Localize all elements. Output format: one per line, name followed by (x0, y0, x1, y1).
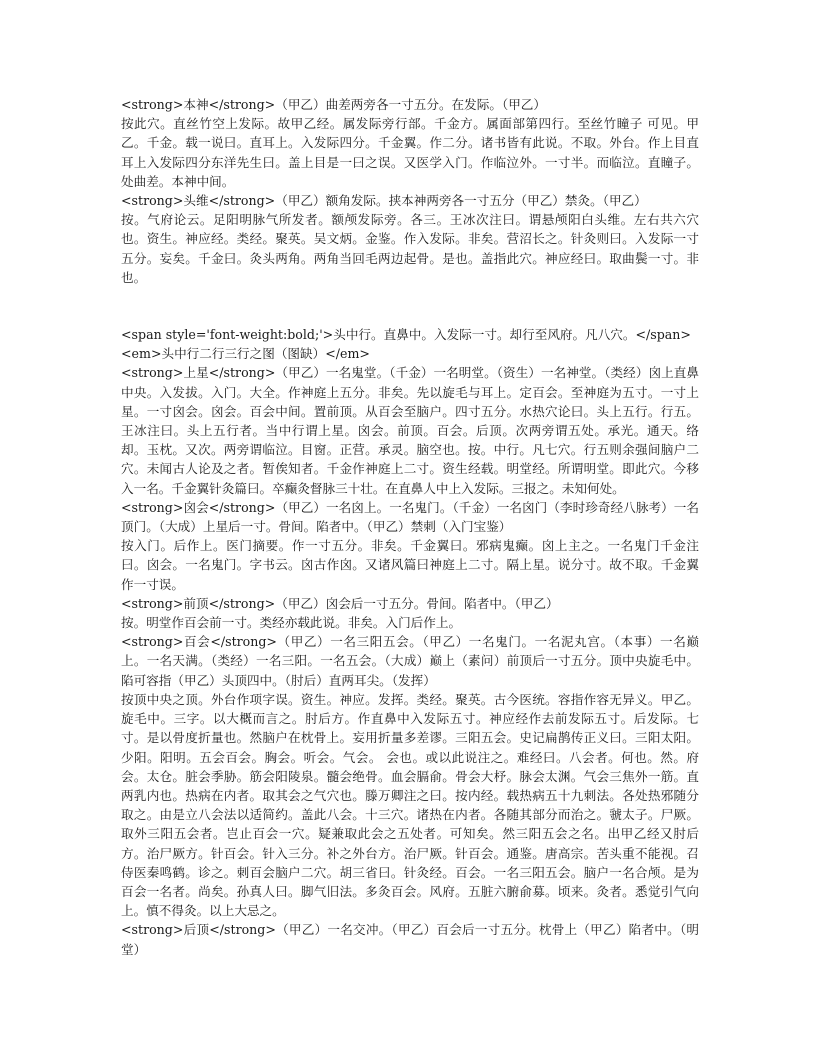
document-page (121, 95, 699, 959)
baihui-heading: <strong>百会</strong>（甲乙）一名三阳五会。（甲乙）一名鬼门。一名泥丸宫。（本事）一名巅上。一名天满。（类经）一名三阳。一名五会。（大成）巅上（素问）前顶后一寸五分。顶中央旋毛中。陷可容指（甲乙）头顶四中。（肘后）直两耳尖。（发挥） (121, 634, 699, 688)
benshen-commentary: 按此穴。直丝竹空上发际。故甲乙经。属发际旁行部。千金方。属面部第四行。至丝竹瞳子 可见。甲乙。千金。载一说曰。直耳上。入发际四分。千金翼。作二分。诸书皆有此说。不取。外台。作上目直耳上入发际四分东洋先生曰。盖上目是一曰之误。又医学入门。作临泣外。一寸半。而临泣。直瞳子。处曲差。本神中间。 (121, 116, 699, 189)
qianding-commentary: 按。明堂作百会前一寸。类经亦载此说。非矣。入门后作上。 (121, 615, 462, 631)
baihui-commentary: 按顶中央之顶。外台作项字误。资生。神应。发挥。类经。聚英。古今医统。容指作容无异义。甲乙。旋毛中。三字。以大概而言之。肘后方。作直鼻中入发际五寸。神应经作去前发际五寸。后发际。七寸。是以骨度折量也。然脑户在枕骨上。妄用折量多差谬。三阳五会。史记扁鹊传正义曰。三阳太阳。少阳。阳明。五会百会。胸会。听会。气会。 会也。或以此说注之。难经曰。八会者。何也。然。府会。太仓。脏会季胁。筋会阳陵泉。髓会绝骨。血会膈俞。骨会大杼。脉会太渊。气会三焦外一筋。直两乳内也。热病在内者。取其会之气穴也。滕万卿注之曰。按内经。载热病五十九刺法。各处热邪随分取之。由是立八会法以适简约。盖此八会。十三穴。诸热在内者。各随其部分而治之。虢太子。尸厥。取外三阳五会者。岂止百会一穴。疑兼取此会之五处者。可知矣。然三阳五会之名。出甲乙经又肘后方。治尸厥方。针百会。针入三分。补之外台方。治尸厥。针百会。通鉴。唐高宗。苦头重不能视。召侍医秦鸣鹤。诊之。刺百会脑户二穴。胡三省曰。针灸经。百会。一名三阳五会。脑户一名合颅。是为百会一名者。尚矣。孙真人曰。脚气旧法。多灸百会。风府。五脏六腑俞募。顷来。灸者。悉觉引气向上。慎不得灸。以上大忌之。 (121, 691, 699, 919)
houding-heading: <strong>后顶</strong>（甲乙）一名交冲。（甲乙）百会后一寸五分。枕骨上（甲乙）陷者中。（明堂） (121, 922, 699, 957)
touwei-commentary: 按。气府论云。足阳明脉气所发者。额颅发际旁。各三。王冰次注曰。谓悬颅阳白头维。左右共六穴也。资生。神应经。类经。聚英。吴文炳。金鉴。作入发际。非矣。营沼长之。针灸则曰。入发际一寸五分。妄矣。千金曰。灸头两角。两角当回毛两边起骨。是也。盖指此穴。神应经曰。取曲鬓一寸。非也。 (121, 212, 699, 285)
touwei-heading: <strong>头维</strong>（甲乙）额角发际。挟本神两旁各一寸五分（甲乙）禁灸。（甲乙） (121, 193, 647, 209)
qianding-heading: <strong>前顶</strong>（甲乙）囟会后一寸五分。骨间。陷者中。（甲乙） (121, 595, 559, 611)
xinhui-heading: <strong>囟会</strong>（甲乙）一名囟上。一名鬼门。（千金）一名囟门（李时珍奇经八脉考）一名顶门。（大成）上星后一寸。骨间。陷者中。（甲乙）禁刺（入门宝鉴） (121, 499, 699, 535)
head-middle-line-heading: <span style='font-weight:bold;'>头中行。直鼻中。入发际一寸。却行至风府。凡八穴。</span> (121, 327, 691, 343)
section-spacer (121, 287, 699, 325)
shangxing-entry: <strong>上星</strong>（甲乙）一名鬼堂。（千金）一名明堂。（资生）一名神堂。（类经）囟上直鼻中央。入发拔。入门。大全。作神庭上五分。非矣。先以旋毛与耳上。定百会。至神庭为五寸。一寸上星。一寸囟会。囟会。百会中间。置前顶。从百会至脑户。四寸五分。水热穴论曰。头上五行。行五。王冰注曰。头上五行者。当中行谓上星。囟会。前顶。百会。后顶。次两旁谓五处。承光。通天。络却。玉枕。又次。两旁谓临泣。目窗。正营。承灵。脑空也。按。中行。凡七穴。行五则余强间脑户二穴。未闻古人论及之者。暂俟知者。千金作神庭上二寸。资生经载。明堂经。所谓明堂。即此穴。今移入一名。千金翼针灸篇曰。卒癫灸督脉三十壮。在直鼻人中上入发际。三报之。未知何处。 (121, 365, 699, 496)
benshen-heading: <strong>本神</strong>（甲乙）曲差两旁各一寸五分。在发际。（甲乙） (121, 97, 546, 112)
xinhui-commentary: 按入门。后作上。医门摘要。作一寸五分。非矣。千金翼曰。邪病鬼癫。囟上主之。一名鬼门千金注曰。囟会。一名鬼门。字书云。囟古作囟。又诸风篇曰神庭上二寸。隔上星。说分寸。故不取。千金翼作一寸误。 (121, 538, 699, 592)
figure-caption: <em>头中行二行三行之图（图缺）</em> (121, 346, 370, 362)
